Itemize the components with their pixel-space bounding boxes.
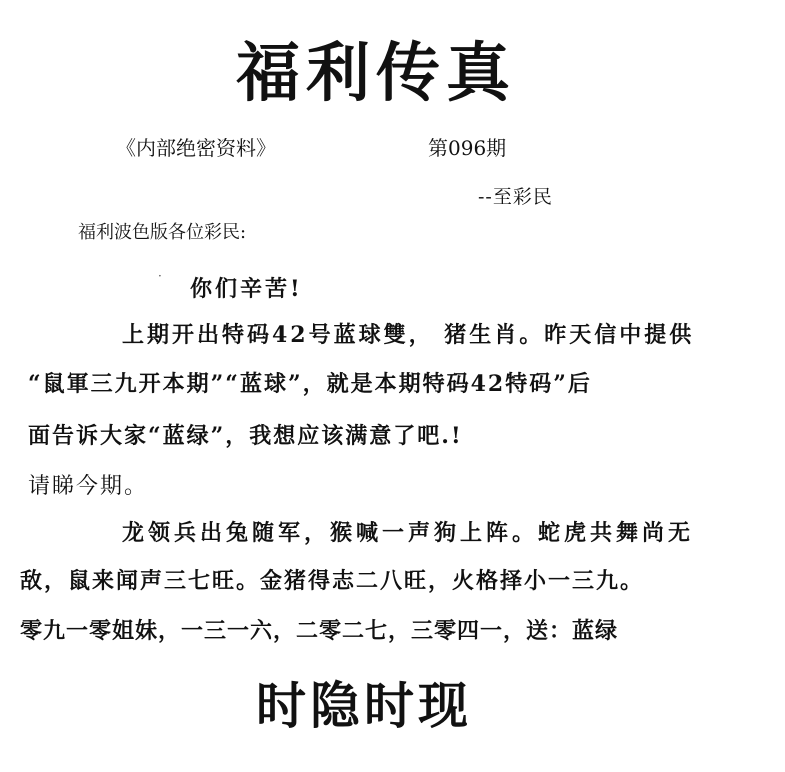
addressee-signature: --至彩民 (478, 186, 553, 208)
salutation: 福利波色版各位彩民: (78, 222, 247, 243)
footer-title: 时隐时现 (256, 676, 472, 735)
document-subtitle: 《内部绝密资料》 (116, 136, 276, 160)
issue-number: 第096期 (428, 136, 507, 160)
body-line-4: 请睇今期。 (28, 474, 149, 499)
scan-speck: · (158, 269, 162, 283)
body-line-3: 面告诉大家“蓝绿”，我想应该满意了吧.! (28, 423, 463, 449)
greeting: 你们辛苦! (190, 276, 303, 302)
body-line-6: 敌，鼠来闻声三七旺。金猪得志二八旺，火格择小一三九。 (20, 568, 645, 594)
document-title: 福利传真 (236, 36, 516, 111)
body-line-5: 龙领兵出兔随军，猴喊一声狗上阵。蛇虎共舞尚无 (122, 520, 695, 546)
body-line-7: 零九一零姐妹，一三一六，二零二七，三零四一，送：蓝绿 (20, 618, 619, 644)
body-line-2: “鼠軍三九开本期”“蓝球”，就是本期特码42特码”后 (28, 371, 592, 397)
body-line-1: 上期开出特码42号蓝球雙， 猪生肖。昨天信中提供 (122, 322, 695, 348)
